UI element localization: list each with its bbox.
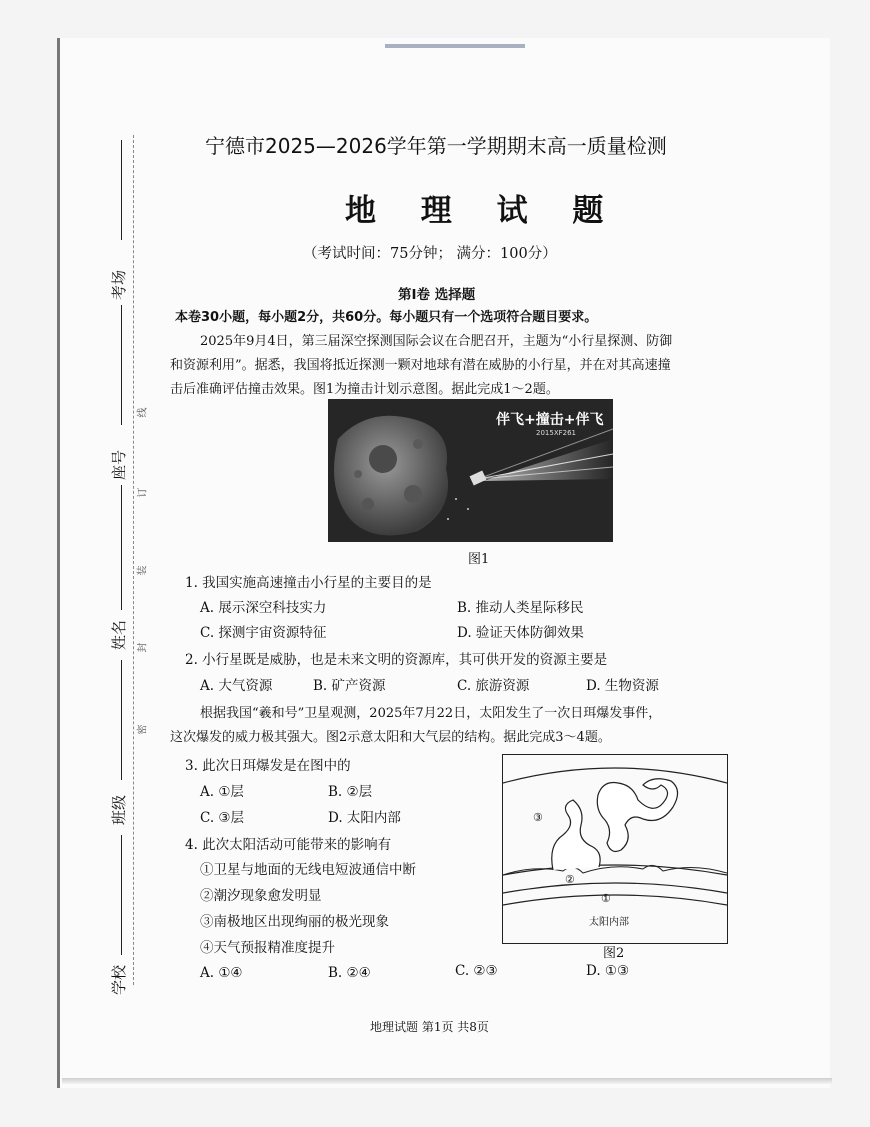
q3-option-a[interactable]: A. ①层 (200, 784, 244, 800)
q4-statement-3: ③南极地区出现绚丽的极光现象 (200, 914, 389, 930)
q1-stem: 1. 我国实施高速撞击小行星的主要目的是 (185, 575, 432, 591)
q1-option-c[interactable]: C. 探测宇宙资源特征 (200, 625, 327, 641)
q3-option-c[interactable]: C. ③层 (200, 810, 245, 826)
q2-option-d[interactable]: D. 生物资源 (586, 678, 659, 694)
sun-interior-label: 太阳内部 (589, 917, 629, 928)
q4-statement-4: ④天气预报精准度提升 (200, 940, 335, 956)
cut-mark-5: 密 (137, 724, 149, 735)
page-shadow (62, 1078, 832, 1084)
name-label: 姓名 (110, 619, 128, 650)
q2-option-b[interactable]: B. 矿产资源 (313, 678, 386, 694)
exam-room-label: 考场 (110, 269, 128, 300)
layer-2-label: ② (565, 873, 575, 886)
page-footer: 地理试题 第1页 共8页 (370, 1020, 489, 1034)
q4-option-c[interactable]: C. ②③ (455, 963, 498, 979)
figure2-caption: 图2 (603, 946, 625, 961)
binding-dash-line (133, 135, 134, 985)
exam-title: 宁德市2025—2026学年第一学期期末高一质量检测 (205, 134, 667, 158)
passage1-line2: 和资源利用”。据悉，我国将抵近探测一颗对地球有潜在威胁的小行星，并在对其高速撞 (170, 358, 671, 373)
cut-mark-1: 线 (137, 407, 149, 418)
q1-option-a[interactable]: A. 展示深空科技实力 (200, 600, 327, 616)
school-label: 学校 (110, 964, 128, 995)
passage1-line1: 2025年9月4日，第三届深空探测国际会议在合肥召开，主题为“小行星探测、防御 (200, 334, 673, 349)
q3-option-d[interactable]: D. 太阳内部 (328, 810, 401, 826)
q1-option-b[interactable]: B. 推动人类星际移民 (457, 600, 584, 616)
q4-statement-2: ②潮汐现象愈发明显 (200, 888, 322, 904)
q2-stem: 2. 小行星既是威胁，也是未来文明的资源库，其可供开发的资源主要是 (185, 652, 608, 668)
figure1-image (328, 399, 613, 542)
cut-mark-4: 封 (137, 642, 149, 653)
subject-title: 地 理 试 题 (345, 193, 621, 229)
q4-option-d[interactable]: D. ①③ (586, 963, 630, 979)
seat-line (121, 305, 122, 425)
figure2-diagram (502, 754, 728, 944)
class-line (121, 660, 122, 780)
q2-option-c[interactable]: C. 旅游资源 (457, 678, 530, 694)
passage2-line1: 根据我国“羲和号”卫星观测，2025年7月22日，太阳发生了一次日珥爆发事件， (200, 706, 662, 721)
section-instructions: 本卷30小题，每小题2分，共60分。每小题只有一个选项符合题目要求。 (175, 310, 598, 325)
school-line (121, 835, 122, 955)
layer-1-label: ① (601, 892, 611, 905)
passage1-line3: 击后准确评估撞击效果。图1为撞击计划示意图。据此完成1～2题。 (170, 382, 559, 397)
cut-mark-3: 装 (137, 565, 149, 576)
exam-info: （考试时间：75分钟； 满分：100分） (303, 246, 557, 262)
cut-mark-2: 订 (137, 487, 149, 498)
q4-stem: 4. 此次太阳活动可能带来的影响有 (185, 837, 392, 853)
figure1-banner: 伴飞+撞击+伴飞 (496, 412, 604, 428)
q1-option-d[interactable]: D. 验证天体防御效果 (457, 625, 584, 641)
q4-statement-1: ①卫星与地面的无线电短波通信中断 (200, 862, 416, 878)
layer-3-label: ③ (533, 811, 543, 824)
exam-room-line (121, 140, 122, 240)
q2-option-a[interactable]: A. 大气资源 (200, 678, 273, 694)
q3-option-b[interactable]: B. ②层 (328, 784, 373, 800)
class-label: 班级 (110, 794, 128, 825)
q3-stem: 3. 此次日珥爆发是在图中的 (185, 758, 351, 774)
section-title: 第Ⅰ卷 选择题 (398, 287, 476, 303)
q4-option-a[interactable]: A. ①④ (200, 965, 243, 981)
figure1-code: 2015XF261 (536, 429, 576, 437)
scan-mark (385, 44, 525, 48)
figure1-caption: 图1 (468, 552, 490, 567)
name-line (121, 485, 122, 610)
q4-option-b[interactable]: B. ②④ (328, 965, 371, 981)
seat-label: 座号 (110, 449, 128, 480)
passage2-line2: 这次爆发的威力极其强大。图2示意太阳和大气层的结构。据此完成3～4题。 (170, 730, 611, 745)
